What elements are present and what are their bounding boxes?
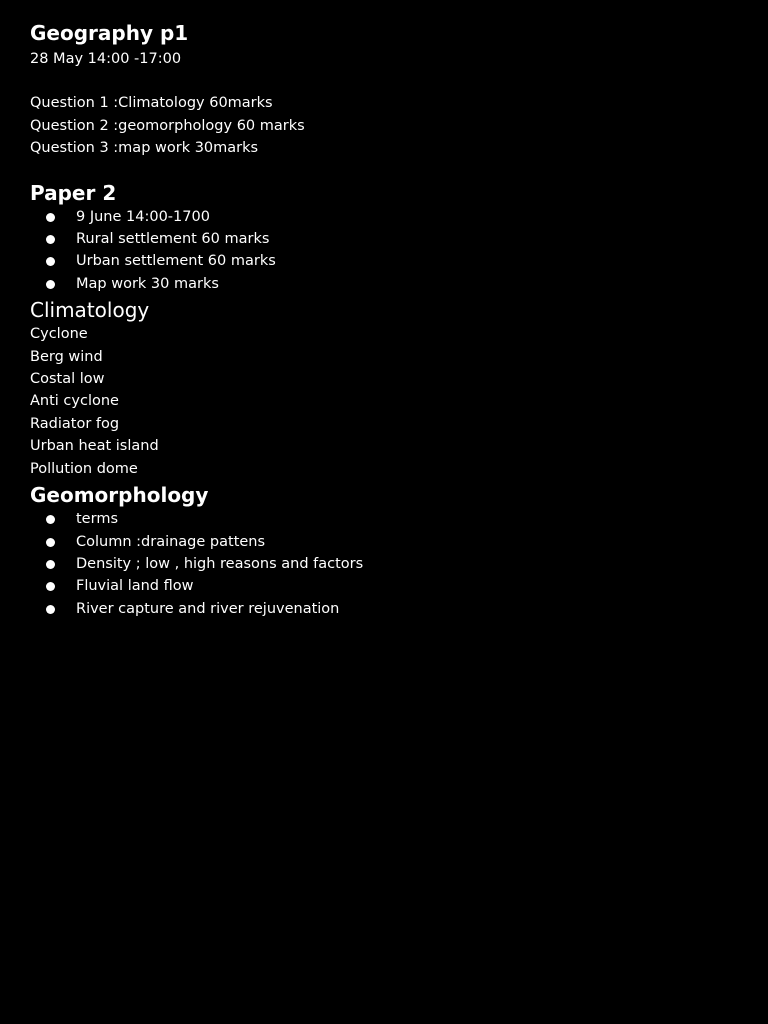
list-item-text: Map work 30 marks: [76, 275, 219, 292]
list-item: [30, 206, 740, 228]
list-item-text: Fluvial land flow: [76, 578, 194, 595]
paper2-heading: Paper 2: [30, 180, 117, 205]
bullet-dot-icon: [46, 235, 55, 244]
bullet-dot-icon: [46, 582, 55, 591]
question-line-3: Question 3 :map work 30marks: [30, 140, 259, 157]
bullet-dot-icon: [46, 213, 55, 222]
geomorphology-list: [30, 508, 740, 620]
bullet-dot-icon: [46, 515, 55, 524]
exam-date-line: 28 May 14:00 -17:00: [30, 51, 182, 67]
blank-line: [30, 70, 740, 92]
list-item: [30, 250, 740, 272]
list-item-text: River capture and river rejuvenation: [76, 600, 340, 617]
paper2-list: [30, 206, 740, 296]
climatology-item: Costal low: [30, 371, 105, 388]
bullet-dot-icon: [46, 257, 55, 266]
list-item: [30, 598, 740, 620]
climatology-heading: Climatology: [30, 298, 150, 323]
list-item: [30, 575, 740, 597]
climatology-item: Urban heat island: [30, 438, 159, 455]
climatology-item: Pollution dome: [30, 460, 138, 477]
list-item-text: terms: [76, 511, 118, 528]
list-item-text: 9 June 14:00-1700: [76, 208, 210, 225]
bullet-dot-icon: [46, 538, 55, 547]
list-item-text: Column :drainage pattens: [76, 533, 266, 550]
bullet-dot-icon: [46, 605, 55, 614]
note-body[interactable]: [30, 18, 740, 620]
list-item: [30, 531, 740, 553]
bullet-dot-icon: [46, 560, 55, 569]
note-title: Geography p1: [30, 21, 189, 45]
climatology-item: Cyclone: [30, 326, 88, 343]
list-item-text: Density ; low , high reasons and factors: [76, 555, 364, 572]
list-item-text: Rural settlement 60 marks: [76, 231, 270, 248]
question-line-1: Question 1 :Climatology 60marks: [30, 95, 273, 112]
climatology-item: Radiator fog: [30, 415, 120, 432]
question-line-2: Question 2 :geomorphology 60 marks: [30, 117, 305, 134]
list-item: [30, 508, 740, 530]
list-item: [30, 553, 740, 575]
climatology-item: Berg wind: [30, 348, 103, 365]
blank-line: [30, 160, 740, 182]
geomorphology-heading: Geomorphology: [30, 483, 209, 508]
list-item-text: Urban settlement 60 marks: [76, 253, 276, 270]
bullet-dot-icon: [46, 280, 55, 289]
climatology-item: Anti cyclone: [30, 393, 119, 410]
list-item: [30, 273, 740, 295]
list-item: [30, 228, 740, 250]
